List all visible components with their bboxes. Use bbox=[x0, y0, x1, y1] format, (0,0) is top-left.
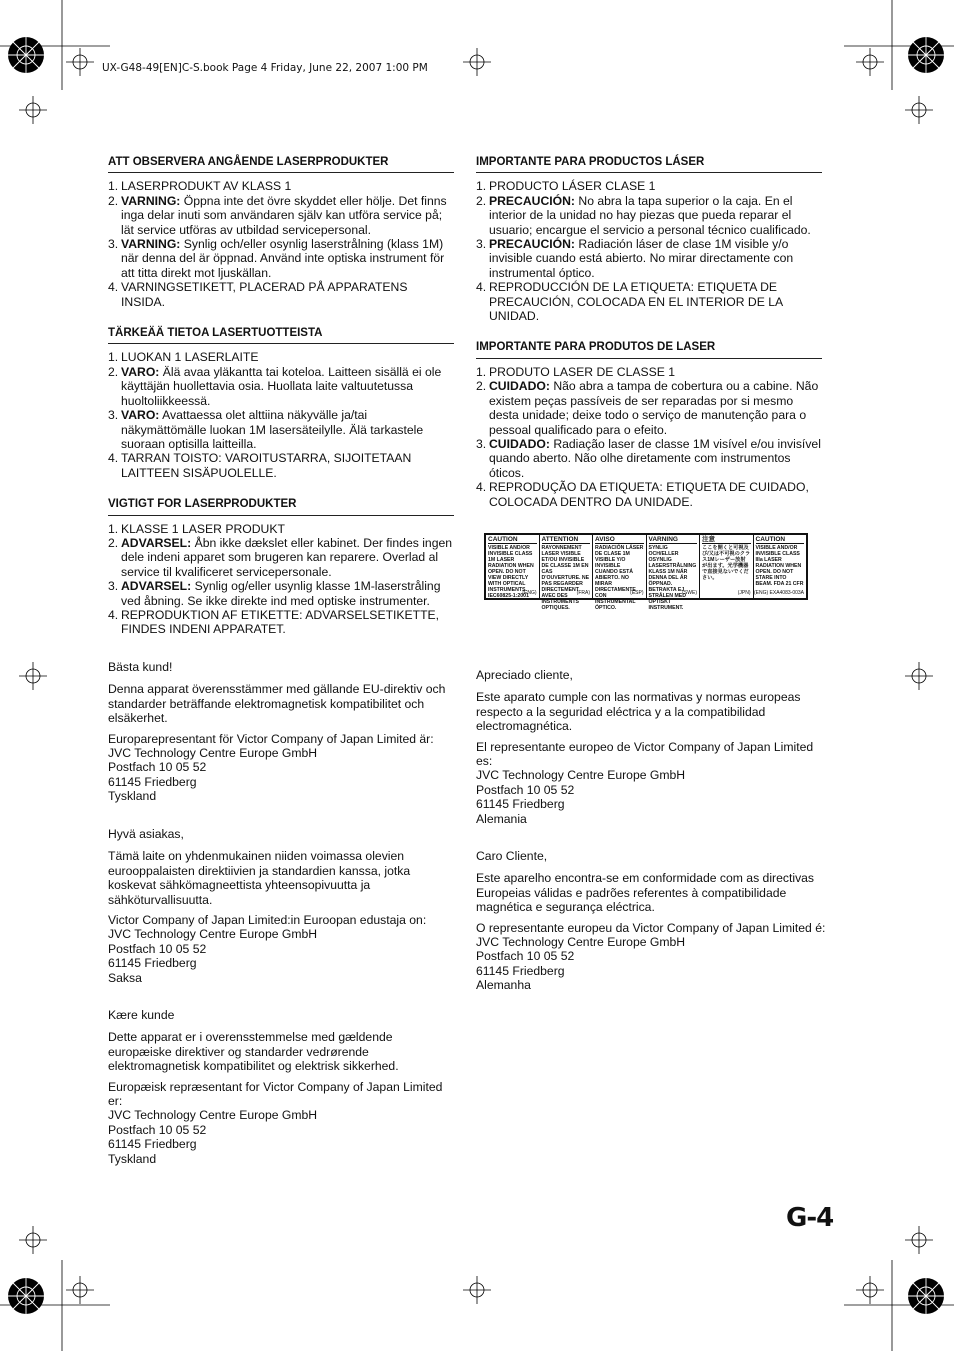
list-item: 1. KLASSE 1 LASER PRODUKT bbox=[108, 521, 285, 536]
list-item: 1. PRODUCTO LÁSER CLASE 1 bbox=[476, 179, 656, 194]
section-title: IMPORTANTE PARA PRODUCTOS LÁSER bbox=[476, 155, 822, 173]
left-laser-sections bbox=[108, 155, 454, 654]
section-swedish bbox=[108, 155, 454, 309]
section-title: ATT OBSERVERA ANGÅENDE LASERPRODUKTER bbox=[108, 155, 454, 173]
section-finnish bbox=[108, 326, 454, 480]
label-cell: ATTENTION RAYONNEMENT LASER VISIBLE ET/OU INVISIBLE DE CLASSE 1M EN CAS D'OUVERTURE. NE PAS REGARDER DIRECTEMENT AVEC DES INSTRUMENTS OPTIQUES. (FRA) bbox=[540, 535, 594, 598]
letter-spanish: Apreciado cliente, Este aparato cumple con las normativas y normas europeas respecto a la seguridad eléctrica y a la compatibilidad electromagnética. El representante europeo de Victor Company of Japan Limited es: JVC Technology Centre Europe GmbH Postfach 10 05 52 61145 Friedberg Alemania bbox=[476, 668, 814, 826]
list-item: 3. VARNING: Synlig och/eller osynlig laserstrålning (klass 1M) när denna del är öppnad. Använd inte optiska instrument för att titta direkt mot ljuskällan. bbox=[108, 237, 445, 280]
section-title: IMPORTANTE PARA PRODUTOS DE LASER bbox=[476, 340, 822, 358]
list-item: 3. ADVARSEL: Synlig og/eller usynlig klasse 1M-laserstråling ved åbning. Se ikke direkte ind med optiske instrumenter. bbox=[108, 579, 441, 608]
label-cell: CAUTION VISIBLE AND/OR INVISIBLE CLASS 1M LASER RADIATION WHEN OPEN. DO NOT VIEW DIRECTLY WITH OPTICAL INSTRUMENTS. IEC60825-1:2001 (ENG) bbox=[486, 535, 540, 598]
letter-portuguese: Caro Cliente, Este aparelho encontra-se em conformidade com as directivas Europeias válidas e padrões referentes à compatibilidade magnética e segurança eléctrica. O representante europeu da Victor Company of Japan Limited é: JVC Technology Centre Europe GmbH Postfach 10 05 52 61145 Friedberg Alemanha bbox=[476, 849, 826, 993]
page-number: G-4 bbox=[786, 1203, 834, 1233]
letter-danish: Kære kunde Dette apparat er i overensstemmelse med gældende europæiske direktiver og standarder vedrørende elektromagnetisk kompatibilitet og elektrisk sikkerhed. Europæisk repræsentant for Victor Company of Japan Limited er: JVC Technology Centre Europe GmbH Postfach 10 05 52 61145 Friedberg Tyskland bbox=[108, 1008, 443, 1166]
list-item: 4. REPRODUCCIÓN DE LA ETIQUETA: ETIQUETA DE PRECAUCIÓN, COLOCADA EN EL INTERIOR DE LA UNIDAD. bbox=[476, 280, 783, 324]
list-item: 3. VARO: Avattaessa olet alttiina näkyvälle ja/tai näkymättömälle luokan 1M lasersäteilylle. Älä tarkastele suoraan optisilla laitteilla. bbox=[108, 408, 424, 451]
section-portuguese bbox=[476, 340, 822, 508]
list-item: 4. REPRODUÇÃO DA ETIQUETA: ETIQUETA DE CUIDADO, COLOCADA DENTRO DA UNIDADE. bbox=[476, 480, 809, 509]
list-item: 3. PRECAUCIÓN: Radiación láser de clase 1M visible y/o invisible cuando está abierto. No mirar directamente con instrumental óptico. bbox=[476, 237, 794, 280]
list-item: 4. REPRODUKTION AF ETIKETTE: ADVARSELSETIKETTE, FINDES INDENI APPARATET. bbox=[108, 607, 440, 637]
list-item: 3. CUIDADO: Radiação laser de classe 1M visível e/ou invisível quando aberto. Não olhe diretamente com instrumentos óticos. bbox=[476, 436, 821, 480]
list-item: 2. VARO: Älä avaa yläkantta tai koteloa. Laitteen sisällä ei ole käyttäjän huollettavia osia. Huollata laite valtuutetussa huoltoliikkeessä. bbox=[108, 364, 442, 408]
list-item: 2. PRECAUCIÓN: No abra la tapa superior o la caja. En el interior de la unidad no hay piezas que pueda reparar el usuario; encargue el servicio a personal técnico cualificado. bbox=[476, 193, 811, 237]
print-header: UX-G48-49[EN]C-S.book Page 4 Friday, June 22, 2007 1:00 PM bbox=[102, 62, 428, 74]
list-item: 1. LASERPRODUKT AV KLASS 1 bbox=[108, 179, 292, 194]
section-spanish bbox=[476, 155, 822, 323]
laser-caution-label bbox=[484, 533, 808, 611]
list-item: 2. ADVARSEL: Åbn ikke dækslet eller kabinet. Der findes ingen dele indeni apparet som brugeren kan reparere. Overlad al service til kvalificeret servicepersonale. bbox=[108, 535, 453, 579]
right-laser-sections bbox=[476, 155, 822, 526]
label-cell: CAUTION VISIBLE AND/OR INVISIBLE CLASS IIIa LASER RADIATION WHEN OPEN. DO NOT STARE INTO BEAM. FDA 21 CFR (ENG) EXA4083-003A bbox=[753, 536, 804, 596]
section-title: VIGTIGT FOR LASERPRODUKTER bbox=[108, 497, 454, 515]
section-title: TÄRKEÄÄ TIETOA LASERTUOTTEISTA bbox=[108, 326, 454, 344]
label-cell: VARNING SYNLIG OCH/ELLER OSYNLIG LASERSTRÅLNING KLASS 1M NÄR DENNA DEL ÄR ÖPPNAD. BETRAKTA EJ STRÅLEN MED OPTISKT INSTRUMENT. (SWE) bbox=[647, 535, 701, 598]
list-item: 2. CUIDADO: Não abra a tampa de cobertura ou a cabine. Não existem peças passíveis de ser reparadas por si mesmo desta unidade; deixe todo o serviço de manutenção para o pessoal qualificado para o efeito. bbox=[476, 379, 819, 437]
list-item: 2. VARNING: Öppna inte det övre skyddet eller hölje. Det finns inga delar inuti som användaren själv kan utföra service på; lät service utföras av utbildad servicepersonal. bbox=[108, 193, 447, 237]
list-item: 4. TARRAN TOISTO: VAROITUSTARRA, SIJOITETAAN LAITTEEN SISÄPUOLELLE. bbox=[108, 451, 412, 480]
letter-finnish: Hyvä asiakas, Tämä laite on yhdenmukainen niiden voimassa olevien eurooppalaisten direktiivien ja standardien kanssa, jotka koskevat sähkömagneettista yhteensopivuutta ja sähköturvallisuutta. Victor Company of Japan Limited:in Euroopan edustaja on: JVC Technology Centre Europe GmbH Postfach 10 05 52 61145 Friedberg Saksa bbox=[108, 827, 427, 985]
section-danish bbox=[108, 497, 454, 637]
list-item: 4. VARNINGSETIKETT, PLACERAD PÅ APPARATENS INSIDA. bbox=[108, 280, 408, 309]
label-cell: AVISO RADIACIÓN LÁSER DE CLASE 1M VISIBLE Y/O INVISIBLE CUANDO ESTÁ ABIERTO. NO MIRAR DIRECTAMENTE CON INSTRUMENTAL ÓPTICO. (ESP) bbox=[593, 535, 647, 598]
letter-swedish: Bästa kund! Denna apparat överensstämmer med gällande EU-direktiv och standarder beträffande elektromagnetisk kompatibilitet och elsäkerhet. Europarepresentant för Victor Company of Japan Limited är: JVC Technology Centre Europe GmbH Postfach 10 05 52 61145 Friedberg Tyskland bbox=[108, 660, 446, 804]
list-item: 1. LUOKAN 1 LASERLAITE bbox=[108, 350, 259, 365]
label-cell: 注意 ここを開くと可視及び/又は不可視のクラス1Mレーザー放射が出ます。光学機器で直接見ないでください。 (JPN) bbox=[700, 535, 754, 598]
list-item: 1. PRODUTO LASER DE CLASSE 1 bbox=[476, 364, 676, 379]
